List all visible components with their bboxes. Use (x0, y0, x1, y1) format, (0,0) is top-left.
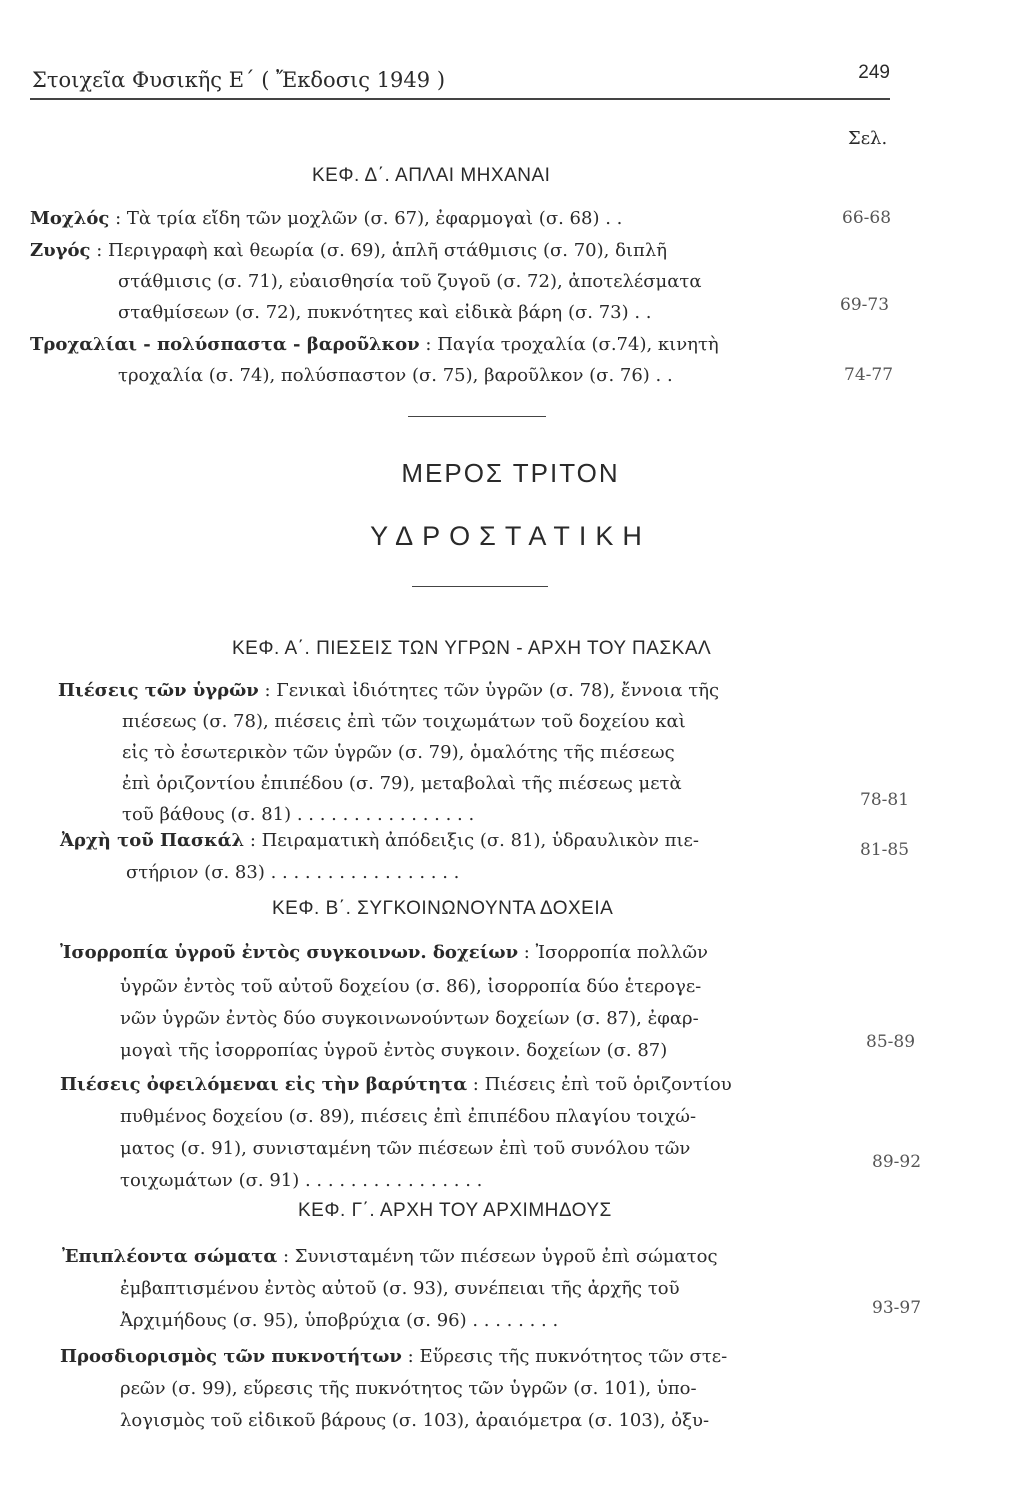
entry-text: Ἰσορροπία πολλῶν (535, 942, 708, 963)
entry-text: Παγία τροχαλία (σ.74), κινητὴ (437, 334, 719, 355)
part-heading: ΜΕΡΟΣ ΤΡΙΤΟΝ (401, 458, 620, 488)
entry-line: Ζυγός : Περιγραφὴ καὶ θεωρία (σ. 69), ἁπλῆ στάθμισις (σ. 70), διπλῆ (30, 240, 668, 261)
pages-column-label: Σελ. (848, 128, 888, 149)
entry-pages: 89-92 (872, 1152, 922, 1172)
entry-line: πυθμένος δοχείου (σ. 89), πιέσεις ἐπὶ ἐπιπέδου πλαγίου τοιχώ- (120, 1106, 697, 1127)
divider (412, 586, 548, 587)
chapter-heading: ΚΕΦ. Γ΄. ΑΡΧΗ ΤΟΥ ΑΡΧΙΜΗΔΟΥΣ (298, 1200, 612, 1221)
entry-line: Μοχλός : Τὰ τρία εἴδη τῶν μοχλῶν (σ. 67), ἐφαρμογαὶ (σ. 68) . . (30, 208, 623, 229)
chapter-heading: ΚΕΦ. Δ΄. ΑΠΛΑΙ ΜΗΧΑΝΑΙ (312, 165, 551, 186)
entry-line: Ἐπιπλέοντα σώματα : Συνισταμένη τῶν πιέσεων ὑγροῦ ἐπὶ σώματος (62, 1246, 718, 1267)
entry-line: εἰς τὸ ἐσωτερικὸν τῶν ὑγρῶν (σ. 79), ὁμαλότης τῆς πιέσεως (122, 742, 675, 763)
entry-line: ματος (σ. 91), συνισταμένη τῶν πιέσεων ἐπὶ τοῦ συνόλου τῶν (120, 1138, 691, 1159)
entry-line: Τροχαλίαι - πολύσπαστα - βαροῦλκον : Παγία τροχαλία (σ.74), κινητὴ (30, 334, 719, 355)
entry-title: Προσδιορισμὸς τῶν πυκνοτήτων (60, 1346, 402, 1367)
chapter-heading: ΚΕΦ. Β΄. ΣΥΓΚΟΙΝΩΝΟΥΝΤΑ ΔΟΧΕΙΑ (272, 898, 614, 919)
entry-line: μογαὶ τῆς ἰσορροπίας ὑγροῦ ἐντὸς συγκοιν. δοχείων (σ. 87) (120, 1040, 668, 1061)
entry-pages: 66-68 (842, 208, 892, 228)
entry-pages: 74-77 (844, 365, 894, 385)
entry-pages: 69-73 (840, 295, 890, 315)
entry-line: νῶν ὑγρῶν ἐντὸς δύο συγκοινωνούντων δοχείων (σ. 87), ἐφαρ- (120, 1008, 699, 1029)
chapter-heading: ΚΕΦ. Α΄. ΠΙΕΣΕΙΣ ΤΩΝ ΥΓΡΩΝ - ΑΡΧΗ ΤΟΥ ΠΑΣΚΑΛ (232, 638, 712, 659)
entry-text: Συνισταμένη τῶν πιέσεων ὑγροῦ ἐπὶ σώματος (294, 1246, 718, 1267)
entry-line: ρεῶν (σ. 99), εὕρεσις τῆς πυκνότητος τῶν ὑγρῶν (σ. 101), ὑπο- (120, 1378, 697, 1399)
entry-line: Προσδιορισμὸς τῶν πυκνοτήτων : Εὕρεσις τῆς πυκνότητος τῶν στε- (60, 1346, 728, 1367)
entry-text: Πειραματικὴ ἀπόδειξις (σ. 81), ὑδραυλικὸν πιε- (261, 830, 699, 851)
entry-title: Ζυγός (30, 240, 91, 261)
running-header (30, 62, 890, 100)
entry-title: Ἐπιπλέοντα σώματα (62, 1246, 278, 1267)
header-title: Στοιχεῖα Φυσικῆς Ε΄ ( Ἔκδοσις 1949 ) (32, 68, 446, 92)
entry-line: πιέσεως (σ. 78), πιέσεις ἐπὶ τῶν τοιχωμάτων τοῦ δοχείου καὶ (122, 711, 686, 732)
entry-title: Μοχλός (30, 208, 110, 229)
entry-text: Γενικαὶ ἰδιότητες τῶν ὑγρῶν (σ. 78), ἔννοια τῆς (276, 680, 720, 701)
entry-text: Περιγραφὴ καὶ θεωρία (σ. 69), ἁπλῆ στάθμισις (σ. 70), διπλῆ (108, 240, 668, 261)
entry-line: ὑγρῶν ἐντὸς τοῦ αὐτοῦ δοχείου (σ. 86), ἰσορροπία δύο ἑτερογε- (120, 976, 702, 997)
entry-title: Ἰσορροπία ὑγροῦ ἐντὸς συγκοινων. δοχείων (60, 942, 519, 963)
entry-line: λογισμὸς τοῦ εἰδικοῦ βάρους (σ. 103), ἀραιόμετρα (σ. 103), ὀξυ- (120, 1410, 710, 1431)
part-subheading: ΥΔΡΟΣΤΑΤΙΚΗ (370, 521, 651, 551)
entry-text: Πιέσεις ἐπὶ τοῦ ὁριζοντίου (484, 1074, 732, 1095)
entry-pages: 81-85 (860, 840, 910, 860)
entry-line: στάθμισις (σ. 71), εὐαισθησία τοῦ ζυγοῦ (σ. 72), ἀποτελέσματα (118, 271, 702, 292)
entry-title: Τροχαλίαι - πολύσπαστα - βαροῦλκον (30, 334, 420, 355)
entry-line: Πιέσεις ὀφειλόμεναι εἰς τὴν βαρύτητα : Πιέσεις ἐπὶ τοῦ ὁριζοντίου (60, 1074, 732, 1095)
entry-title: Ἀρχὴ τοῦ Πασκάλ (60, 830, 245, 851)
page-number: 249 (858, 62, 890, 83)
entry-title: Πιέσεις τῶν ὑγρῶν (58, 680, 259, 701)
entry-line: στήριον (σ. 83) . . . . . . . . . . . . . . . . . (126, 862, 460, 883)
entry-line: Ἰσορροπία ὑγροῦ ἐντὸς συγκοινων. δοχείων : Ἰσορροπία πολλῶν (60, 942, 708, 963)
entry-text: Τὰ τρία εἴδη τῶν μοχλῶν (σ. 67), ἐφαρμογαὶ (σ. 68) . . (126, 208, 623, 229)
entry-pages: 78-81 (860, 790, 910, 810)
entry-line: τοιχωμάτων (σ. 91) . . . . . . . . . . . . . . . . (120, 1170, 483, 1191)
entry-line: τοῦ βάθους (σ. 81) . . . . . . . . . . . . . . . . (122, 804, 475, 825)
entry-line: σταθμίσεων (σ. 72), πυκνότητες καὶ εἰδικὰ βάρη (σ. 73) . . (118, 302, 652, 323)
entry-line: ἐπὶ ὁριζοντίου ἐπιπέδου (σ. 79), μεταβολαὶ τῆς πιέσεως μετὰ (122, 773, 682, 794)
entry-line: ἐμβαπτισμένου ἐντὸς αὐτοῦ (σ. 93), συνέπειαι τῆς ἀρχῆς τοῦ (120, 1278, 680, 1299)
entry-text: Εὕρεσις τῆς πυκνότητος τῶν στε- (419, 1346, 728, 1367)
entry-pages: 85-89 (866, 1032, 916, 1052)
divider (408, 416, 546, 417)
entry-line: Ἀρχιμήδους (σ. 95), ὑποβρύχια (σ. 96) . . . . . . . . (120, 1310, 559, 1331)
entry-line: Ἀρχὴ τοῦ Πασκάλ : Πειραματικὴ ἀπόδειξις (σ. 81), ὑδραυλικὸν πιε- (60, 830, 699, 851)
entry-title: Πιέσεις ὀφειλόμεναι εἰς τὴν βαρύτητα (60, 1074, 468, 1095)
entry-line: τροχαλία (σ. 74), πολύσπαστον (σ. 75), βαροῦλκον (σ. 76) . . (118, 365, 673, 386)
entry-line: Πιέσεις τῶν ὑγρῶν : Γενικαὶ ἰδιότητες τῶν ὑγρῶν (σ. 78), ἔννοια τῆς (58, 680, 720, 701)
entry-pages: 93-97 (872, 1298, 922, 1318)
